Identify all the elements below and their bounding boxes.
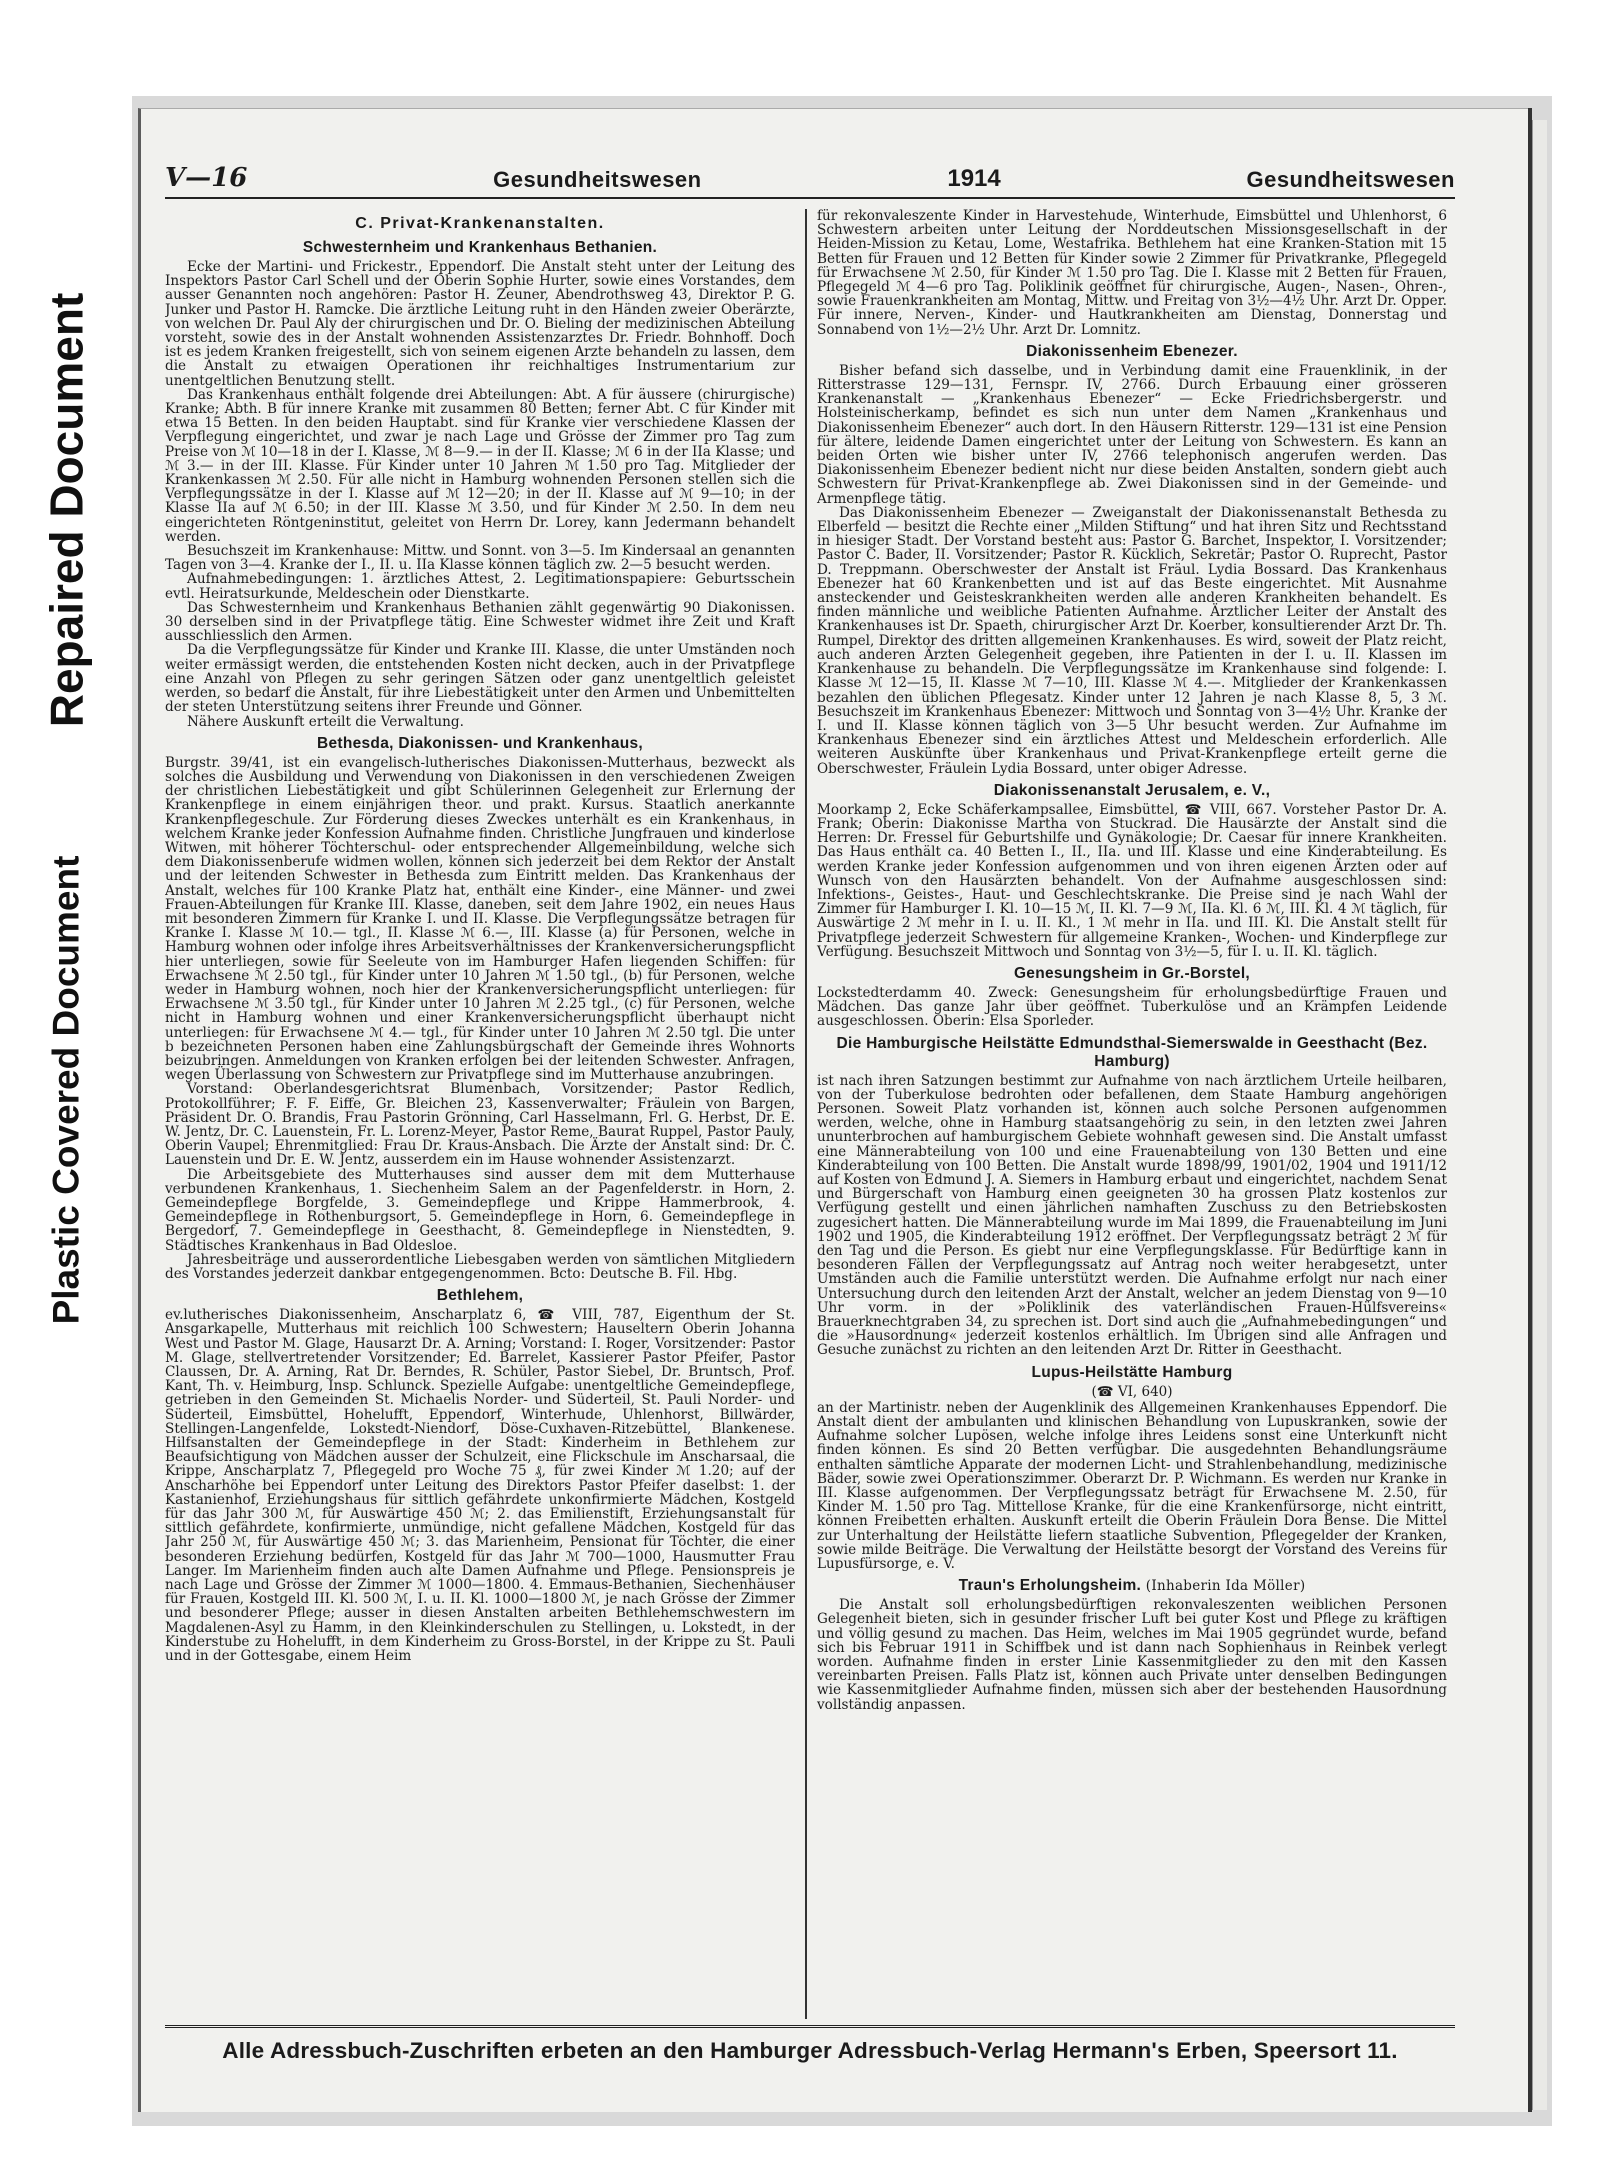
right-column <box>805 209 1447 2019</box>
paragraph: Bisher befand sich dasselbe, und in Verbindung damit eine Frauenklinik, in der Ritterstrasse 129—131, Fernspr. IV, 2766. Durch Erbauung einer grösseren Krankenanstalt — „Krankenhaus Ebenezer“ — Ecke Friedrichsbergerstr. und Holsteinischerkamp, befindet es sich nun unter dem Namen „Krankenhaus und Diakonissenheim Ebenezer“ auch dort. In den Häusern Ritterstr. 129—131 ist eine Pension für ältere, leidende Damen eingerichtet unter der Leitung von Schwestern. Es kann an beiden Orten wie bisher unter IV, 2766 telephonisch angerufen werden. Das Diakonissenheim Ebenezer bedient nicht nur diese beiden Anstalten, sondern giebt auch Schwestern für Privat-Krankenpflege ab. Zwei Diakonissen sind in der Gemeinde- und Armenpflege tätig. <box>817 362 1447 507</box>
paragraph: Vorstand: Oberlandesgerichtsrat Blumenbach, Vorsitzender; Pastor Redlich, Protokollführer; F. F. Eiffe, Gr. Bleichen 23, Kassenverwalter; Fräulein von Bargen, Präsident Dr. O. Brandis, Frau Pastorin Grönning, Carl Hasselmann, Frl. G. Herbst, Dr. E. W. Jentz, Dr. C. Lauenstein, Fr. L. Lorenz-Meyer, Pastor Reme, Baurat Ruppel, Pastor Pauly, Oberin Vaupel; Ehrenmitglied: Frau Dr. Kraus-Ansbach. Die Ärzte der Anstalt sind: Dr. C. Lauenstein und Dr. E. W. Jentz, ausserdem ein im Hause wohnender Assistenzarzt. <box>165 1081 795 1169</box>
page-header <box>165 159 1455 199</box>
heading-heilstaette: Die Hamburgische Heilstätte Edmundsthal-Siemerswalde in Geesthacht (Bez. Hamburg) <box>836 1034 1428 1070</box>
traun-title: Traun's Erholungsheim. <box>958 1577 1142 1595</box>
heading-lupus: Lupus-Heilstätte Hamburg <box>1031 1363 1233 1381</box>
heading-jerusalem: Diakonissenanstalt Jerusalem, e. V., <box>993 781 1271 799</box>
traun-note: (Inhaberin Ida Möller) <box>1145 1578 1306 1595</box>
paragraph: Nähere Auskunft erteilt die Verwaltung. <box>187 713 464 730</box>
paragraph: für rekonvaleszente Kinder in Harvestehude, Winterhude, Eimsbüttel und Uhlenhorst, 6 Schwestern arbeiten unter Leitung der Norddeutschen Missionsgesellschaft in der Heiden-Mission zu Ketau, Lome, Westafrika. Bethlehem hat eine Kranken-Station mit 15 Betten für Frauen und 12 Betten für Kinder sowie 2 Zimmer für Privatkranke, Pflegegeld für Erwachsene ℳ 2.50, für Kinder ℳ 1.50 pro Tag. Die I. Klasse mit 2 Betten für Frauen, Pflegegeld ℳ 4—6 pro Tag. Poliklinik geöffnet für chirurgische, Augen-, Nasen-, Ohren-, sowie Frauenkrankheiten am Montag, Mittw. und Freitag von 3½—4½ Uhr. Arzt Dr. Opper. Für innere, Nerven-, Kinder- und Hautkrankheiten am Dienstag, Donnerstag und Sonnabend von 1½—2½ Uhr. Arzt Dr. Lomnitz. <box>817 209 1447 338</box>
heading-genesungsheim: Genesungsheim in Gr.-Borstel, <box>1013 964 1251 982</box>
paragraph: Das Diakonissenheim Ebenezer — Zweiganstalt der Diakonissenanstalt Bethesda zu Elberfeld — besitzt die Rechte einer „Milden Stiftung“ und hat ihren Sitz und Rechtsstand in hiesiger Stadt. Der Vorstand besteht aus: Pastor G. Barchet, Inspektor, I. Vorsitzender; Pastor C. Bader, II. Vorsitzender; Pastor R. Kücklich, Sekretär; Pastor O. Ruprecht, Pastor D. Treppmann. Oberschwester der Anstalt ist Fräul. Lydia Bossard. Das Krankenhaus Ebenezer hat 60 Krankenbetten und ist auf das Beste eingerichtet. Mit Ausnahme ansteckender und Geisteskrankheiten werden alle anderen Krankheiten behandelt. Es finden männliche und weibliche Patienten Aufnahme. Ärztlicher Leiter der Anstalt des Krankenhauses ist Dr. Spaeth, chirurgischer Arzt Dr. Koerber, konsultierender Arzt Dr. Th. Rumpel, Direktor des dritten allgemeinen Krankenhauses. Es wird, soweit der Platz reicht, auch anderen Ärzten Gelegenheit gegeben, ihre Patienten in der I. u. II. Klassen im Krankenhause zu behandeln. Die Verpflegungssätze im Krankenhause sind folgende: I. Klasse ℳ 12—15, II. Klasse ℳ 7—10, III. Klasse ℳ 4.—. Mitglieder der Krankenkassen bezahlen den üblichen Pflegesatz. Kinder unter 12 Jahren je nach Klasse 8, 5, 3 ℳ. Besuchszeit im Krankenhaus Ebenezer: Mittwoch und Sonntag von 3—4½ Uhr. Kranke der I. und II. Klasse können täglich von 3—5 Uhr besucht werden. Zur Aufnahme im Krankenhaus Ebenezer sind ein ärztliches Attest und Meldeschein erforderlich. Alle weiteren Auskünfte über Krankenhaus und Privat-Krankenpflege erteilt gerne die Oberschwester, Fräulein Lydia Bossard, unter obiger Adresse. <box>817 504 1447 777</box>
text-columns <box>165 209 1455 2019</box>
page-footer <box>165 2025 1455 2073</box>
plastic-covered-document-label: Plastic Covered Document <box>45 855 86 1325</box>
header-topic-left: Gesundheitswesen <box>493 167 702 192</box>
header-year: 1914 <box>947 165 1001 192</box>
paragraph: Besuchszeit im Krankenhause: Mittw. und Sonnt. von 3—5. Im Kindersaal an genannten Tagen von 3—4. Kranke der I., II. u. IIa Klasse können täglich zw. 2—5 besucht werden. <box>165 543 795 574</box>
paragraph: Die Arbeitsgebiete des Mutterhauses sind ausser dem mit dem Mutterhause verbundenen Krankenhaus, 1. Siechenheim Salem an der Pagenfelderstr. in Horn, 2. Gemeindepflege Borgfelde, 3. Gemeindepflege und Krippe Hammerbrook, 4. Gemeindepflege in Rothenburgsort, 5. Gemeindepflege in Horn, 6. Gemeindepflege in Bergedorf, 7. Gemeindepflege in Geesthacht, 8. Gemeindepflege in Nienstedten, 9. Städtisches Krankenhaus in Bad Oldesloe. <box>165 1166 795 1254</box>
paragraph: ist nach ihren Satzungen bestimmt zur Aufnahme von nach ärztlichem Urteile heilbaren, von der Tuberkulose bedrohten oder befallenen, dem Staate Hamburg angehörigen Personen. Soweit Platz vorhanden ist, können auch solche Personen aufgenommen werden, welche, ohne in Hamburg staatsangehörig zu sein, in den letzten zwei Jahren ununterbrochen auf hamburgischem Gebiete wohnhaft gewesen sind. Die Anstalt umfasst eine Männerabteilung von 100 und eine Frauenabteilung von 130 Betten und eine Kinderabteilung von 100 Betten. Die Anstalt wurde 1898/99, 1901/02, 1904 und 1911/12 auf Kosten von Edmund J. A. Siemers in Hamburg erbaut und eingerichtet, nachdem Senat und Bürgerschaft von Hamburg einen geeigneten 30 ha grossen Platz kostenlos zur Verfügung gestellt und einen jährlichen namhaften Zuschuss zu den Betriebskosten zugesichert hatten. Die Männerabteilung wurde im Mai 1899, die Frauenabteilung im Juni 1902 und 1905, die Kinderabteilung 1912 eröffnet. Der Verpflegungssatz beträgt 2 ℳ für den Tag und die Person. Es giebt nur eine Verpflegungsklasse. Für Bedürftige kann in besonderen Fällen der Verpflegungssatz auf Antrag noch weiter herabgesetzt, unter Umständen auch die Familie unterstützt werden. Die Aufnahme erfolgt nur nach einer Untersuchung durch den leitenden Arzt der Anstalt, welcher an jedem Dienstag von 9—10 Uhr vorm. in der »Poliklinik des vaterländischen Frauen-Hülfsvereins« Brauerknechtgraben 34, zu sprechen ist. Dort sind auch die „Aufnahmebedingungen“ und die »Hausordnung« jederzeit kostenlos erhältlich. Im Übrigen sind alle Anfragen und Gesuche zunächst zu richten an den leitenden Arzt Dr. Ritter in Geesthacht. <box>817 1072 1447 1359</box>
paragraph: Lockstedterdamm 40. Zweck: Genesungsheim für erholungsbedürftige Frauen und Mädchen. Das ganze Jahr über geöffnet. Tuberkulöse und an Krämpfen Leidende ausgeschlossen. Oberin: Elsa Sporleder. <box>817 984 1447 1030</box>
paragraph: Das Krankenhaus enthält folgende drei Abteilungen: Abt. A für äussere (chirurgische) Kranke; Abth. B für innere Kranke mit zusammen 80 Betten; ferner Abt. C für Kinder mit etwa 15 Betten. In den beiden Hauptabt. sind für Kranke vier verschiedene Klassen der Verpflegung eingerichtet, und zwar je nach Lage und Grösse der Zimmer pro Tag zum Preise von ℳ 10—18 in der I. Klasse, ℳ 8—9.— in der II. Klasse; ℳ 6 in der IIa Klasse; und ℳ 3.— in der III. Klasse. Für Kinder unter 10 Jahren ℳ 1.50 pro Tag. Mitglieder der Krankenkassen ℳ 2.50. Für alle nicht in Hamburg wohnenden Personen stellen sich die Verpflegungssätze in der I. Klasse auf ℳ 12—20; in der II. Klasse auf ℳ 9—10; in der Klasse IIa auf ℳ 6.50; in der III. Klasse ℳ 3.50, und für Kinder ℳ 2.50. In dem neu eingerichteten Röntgeninstitut, geleitet von Herrn Dr. Lorey, kann Jedermann behandelt werden. <box>165 386 795 545</box>
scanned-page <box>138 108 1530 2112</box>
heading-bethanien: Schwesternheim und Krankenhaus Bethanien. <box>302 239 658 256</box>
paragraph: Da die Verpflegungssätze für Kinder und Kranke III. Klasse, die unter Umständen noch weiter ermässigt werden, die entstehenden Kosten nicht decken, auch in der Privatpflege eine Anzahl von Pflegen zu sehr geringen Sätzen oder ganz unentgeltlich geleistet werden, so bedarf die Anstalt, für ihre Liebestätigkeit unter den Armen und Unbemittelten der steten Unterstützung seitens ihrer Freunde und Gönner. <box>165 642 795 716</box>
paragraph: Ecke der Martini- und Frickestr., Eppendorf. Die Anstalt steht unter der Leitung des Inspektors Pastor Carl Schell und der Oberin Sophie Hurter, sowie eines Vorstandes, dem ausser Genannten noch angehören: Pastor H. Zeuner, Abendrothsweg 43, Direktor P. G. Junker und Pastor H. Ramcke. Die ärztliche Leitung ruht in den Händen zweier Oberärzte, von welchen Dr. Paul Aly der chirurgischen und Dr. O. Bieling der medizinischen Abteilung vorsteht, sowie des in der Anstalt wohnenden Assistenzarztes Dr. Friedr. Bohnhoff. Doch ist es jedem Kranken freigestellt, sich von seinem eigenen Arzte behandeln zu lassen, dem die Anstalt zu etwaigen Operationen ihr reichhaltiges Instrumentarium zur unentgeltlichen Benutzung stellt. <box>165 259 795 389</box>
paragraph: ev.lutherisches Diakonissenheim, Anscharplatz 6, ☎ VIII, 787, Eigenthum der St. Ansgarkapelle, Mutterhaus mit reichlich 100 Schwestern; Hauseltern Oberin Johanna West und Pastor M. Glage, Hausarzt Dr. A. Arning; Vorstand: I. Roger, Vorsitzender: Pastor M. Glage, stellvertretender Vorsitzender; Ed. Barrelet, Kassierer Pastor Pfeifer, Pastor Claussen, Dr. A. Arning, Rat Dr. Berndes, R. Schüler, Pastor Siebel, Dr. Bruntsch, Prof. Kant, Th. v. Heimburg, Insp. Schlunck. Spezielle Aufgabe: unentgeltliche Gemeindepflege, getrieben in den Gemeinden St. Michaelis Norder- und Süderteil, St. Pauli Norder- und Süderteil, Eimsbüttel, Hohelufft, Eppendorf, Winterhude, Uhlenhorst, Billwärder, Stellingen-Langenfelde, Lokstedt-Niendorf, Döse-Cuxhaven-Ritzebüttel, Blankenese. Hilfsanstalten der Gemeindepflege in der Stadt: Kinderheim in Bethlehem zur Beaufsichtigung von Mädchen ausser der Schulzeit, eine Flickschule im Anscharsaal, die Krippe, Anscharplatz 7, Pflegegeld pro Woche 75 ₰, für zwei Kinder ℳ 1.20; auf der Anscharhöhe bei Eppendorf unter Leitung des Direktors Pastor Pfeifer daselbst: 1. der Kastanienhof, Erziehungshaus für sittlich gefährdete unkonfirmierte Mädchen, Kostgeld für das Jahr 300 ℳ, für Auswärtige 450 ℳ; 2. das Emilienstift, Erziehungsanstalt für sittlich gefährdete, konfirmierte, unmündige, nicht gefallene Mädchen, Kostgeld für das Jahr 250 ℳ, für Auswärtige 450 ℳ; 3. das Marienheim, Pensionat für Töchter, die einer besonderen Erziehung bedürfen, Kostgeld für das Jahr ℳ 700—1000, Hausmutter Frau Langer. Im Marienheim finden auch alte Damen Aufnahme und Pflege. Pensionspreis je nach Lage und Grösse der Zimmer ℳ 1000—1800. 4. Emmaus-Bethanien, Siechenhäuser für Frauen, Kostgeld III. Kl. 500 ℳ, I. u. II. Kl. 1000—1800 ℳ, je nach Grösse der Zimmer und besonderer Pflege; ausser in diesen Anstalten arbeiten Bethlehemschwestern im Magdalenen-Asyl zu Hamm, in den Kleinkinderschulen zu Stellingen, u. Lokstedt, in der Kinderstube zu Hohelufft, in dem Kinderheim zu Gross-Borstel, in der Krippe zu St. Pauli und in der Gottesgabe, einem Heim <box>165 1307 795 1665</box>
paragraph: Das Schwesternheim und Krankenhaus Bethanien zählt gegenwärtig 90 Diakonissen. 30 derselben sind in der Privatpflege tätig. Eine Schwester widmet ihre Zeit und Kraft ausschliesslich den Armen. <box>165 599 795 645</box>
side-label-strip <box>0 0 130 2177</box>
paragraph: Aufnahmebedingungen: 1. ärztliches Attest, 2. Legitimationspapiere: Geburtsschein evtl. Heiratsurkunde, Meldeschein oder Dienstkarte. <box>165 571 795 602</box>
heading-bethlehem: Bethlehem, <box>436 1287 524 1305</box>
repaired-document-label: Repaired Document <box>40 292 92 728</box>
footer-text: Alle Adressbuch-Zuschriften erbeten an den Hamburger Adressbuch-Verlag Hermann's Erben, Speersort 11. <box>222 2037 1398 2063</box>
paragraph: Moorkamp 2, Ecke Schäferkampsallee, Eimsbüttel, ☎ VIII, 667. Vorsteher Pastor Dr. A. Frank; Oberin: Diakonisse Martha von Stuckrad. Die Hausärzte der Anstalt sind die Herren: Dr. Fressel für Geburtshilfe und Gynäkologie; Dr. Caesar für innere Krankheiten. Das Haus enthält ca. 40 Betten I., II., IIa. und III. Klasse und eine Kinderabteilung. Es werden Kranke jeder Konfession aufgenommen und von ihren eigenen Ärzten oder auf Wunsch von den Hausärzten behandelt. Von der Aufnahme ausgeschlossen sind: Infektions-, Geistes-, Haut- und Geschlechtskranke. Die Preise sind je nach Wahl der Zimmer für Hamburger I. Kl. 10—15 ℳ, II. Kl. 7—9 ℳ, IIa. Kl. 6 ℳ, III. Kl. 4 ℳ täglich, für Auswärtige 2 ℳ mehr in I. u. II. Kl., 1 ℳ mehr in IIa. und III. Kl. Die Anstalt stellt für Privatpflege jederzeit Schwestern für allgemeine Kranken-, Wochen- und Kinderpflege zur Verfügung. Besuchszeit Mittwoch und Sonntag von 3½—5, für I. u. II. Kl. täglich. <box>817 801 1447 960</box>
left-column <box>165 209 805 2019</box>
heading-traun <box>817 1577 1447 1595</box>
adjacent-page-edge <box>1532 120 1547 2110</box>
heading-bethesda: Bethesda, Diakonissen- und Krankenhaus, <box>316 734 644 752</box>
paragraph: an der Martinistr. neben der Augenklinik des Allgemeinen Krankenhauses Eppendorf. Die Anstalt dient der ambulanten und klinischen Behandlung von Lupuskranken, sowie der Aufnahme solcher Lupösen, welche infolge ihres Leidens sonst eine Unterkunft nicht finden können. Es sind 20 Betten verfügbar. Die ausgedehnten Behandlungsräume enthalten sämtliche Apparate der modernen Licht- und Strahlenbehandlung, medizinische Bäder, sowie zwei Operationszimmer. Oberarzt Dr. P. Wichmann. Es werden nur Kranke in III. Klasse aufgenommen. Der Verpflegungssatz beträgt für Erwachsene M. 2.50, für Kinder M. 1.50 pro Tag. Mittellose Kranke, für die eine Krankenfürsorge, nicht eintritt, können Freibetten erhalten. Auskunft erteilt die Oberin Fräulein Dora Bense. Die Mittel zur Unterhaltung der Heilstätte liefern staatliche Subvention, Pflegegelder der Kranken, sowie milde Beiträge. Die Verwaltung der Heilstätte besorgt der Vorstand des Vereins für Lupusfürsorge, e. V. <box>817 1399 1447 1573</box>
heading-ebenezer: Diakonissenheim Ebenezer. <box>1026 342 1238 360</box>
paragraph: Jahresbeiträge und ausserordentliche Liebesgaben werden von sämtlichen Mitgliedern des Vorstandes jederzeit dankbar entgegengenommen. Bcto: Deutsche B. Fil. Hbg. <box>165 1251 795 1283</box>
page-number: V—16 <box>165 163 248 193</box>
paragraph: Die Anstalt soll erholungsbedürftigen rekonvaleszenten weiblichen Personen Gelegenheit bieten, sich in gesunder frischer Luft bei guter Kost und Pflege zu kräftigen und völlig gesund zu machen. Das Heim, welches im Mai 1905 gegründet wurde, befand sich bis Februar 1911 in Schiffbek und ist dann nach Sophienhaus in Reinbek verlegt worden. Aufnahme finden in erster Linie Kassenmitglieder zu den mit den Kassen vereinbarten Preisen. Falls Platz ist, können auch Private unter denselben Bedingungen wie Kassenmitglieder Aufnahme finden, müssen sich aber der bestehenden Hausordnung vollständig anpassen. <box>817 1597 1447 1713</box>
header-topic-right: Gesundheitswesen <box>1246 167 1455 192</box>
lupus-phone: (☎ VI, 640) <box>1091 1383 1173 1400</box>
section-title: C. Privat-Krankenanstalten. <box>355 215 605 232</box>
paragraph: Burgstr. 39/41, ist ein evangelisch-lutherisches Diakonissen-Mutterhaus, bezweckt als solches die Ausbildung und Verwendung von Diakonissen in den verschiedenen Zweigen der christlichen Liebestätigkeit und gibt Schülerinnen Gelegenheit zur Erlernung der Krankenpflege in einem einjährigen theor. und prakt. Kursus. Staatlich anerkannte Krankenpflegeschule. Zur Förderung dieses Zweckes unterhält es ein Krankenhaus, in welchem Kranke jeder Konfession Aufnahme finden. Christliche Jungfrauen und kinderlose Witwen, mit höherer Töchterschul- oder entsprechender Allgemeinbildung, welche sich dem Diakonissenberufe widmen wollen, können sich jederzeit bei dem Rektor der Anstalt und der leitenden Schwester in Bethesda zum Eintritt melden. Das Krankenhaus der Anstalt, welches für 100 Kranke Platz hat, enthält eine Kinder-, eine Männer- und zwei Frauen-Abteilungen für Kranke III. Klasse, daneben, seit dem Jahre 1902, ein neues Haus mit besonderen Zimmern für Kranke I. und II. Klasse. Die Verpflegungssätze betragen für Kranke I. Klasse ℳ 10.— tgl., II. Klasse ℳ 6.—, III. Klasse (a) für Personen, welche in Hamburg wohnen oder infolge ihres Arbeitsverhältnisses der Krankenversicherungspflicht hier unterliegen, sowie für Seeleute von im Hamburger Hafen liegenden Schiffen: für Erwachsene ℳ 2.50 tgl., für Kinder unter 10 Jahren ℳ 1.50 tgl., (b) für Personen, welche weder in Hamburg wohnen, noch hier der Krankenversicherungspflicht unterliegen: für Erwachsene ℳ 3.50 tgl., für Kinder unter 10 Jahren ℳ 2.25 tgl., (c) für Personen, welche nicht in Hamburg wohnen und einer Krankenversicherungspflicht überhaupt nicht unterliegen: für Erwachsene ℳ 4.— tgl., für Kinder unter 10 Jahren ℳ 2.50 tgl. Die unter b bezeichneten Personen haben eine Zahlungsbürgschaft der Gemeinde ihres Wohnorts beizubringen. Anmeldungen von Kranken erfolgen bei der leitenden Schwester. Anfragen, wegen Überlassung von Schwestern zur Privatpflege sind im Mutterhause anzubringen. <box>165 754 795 1084</box>
